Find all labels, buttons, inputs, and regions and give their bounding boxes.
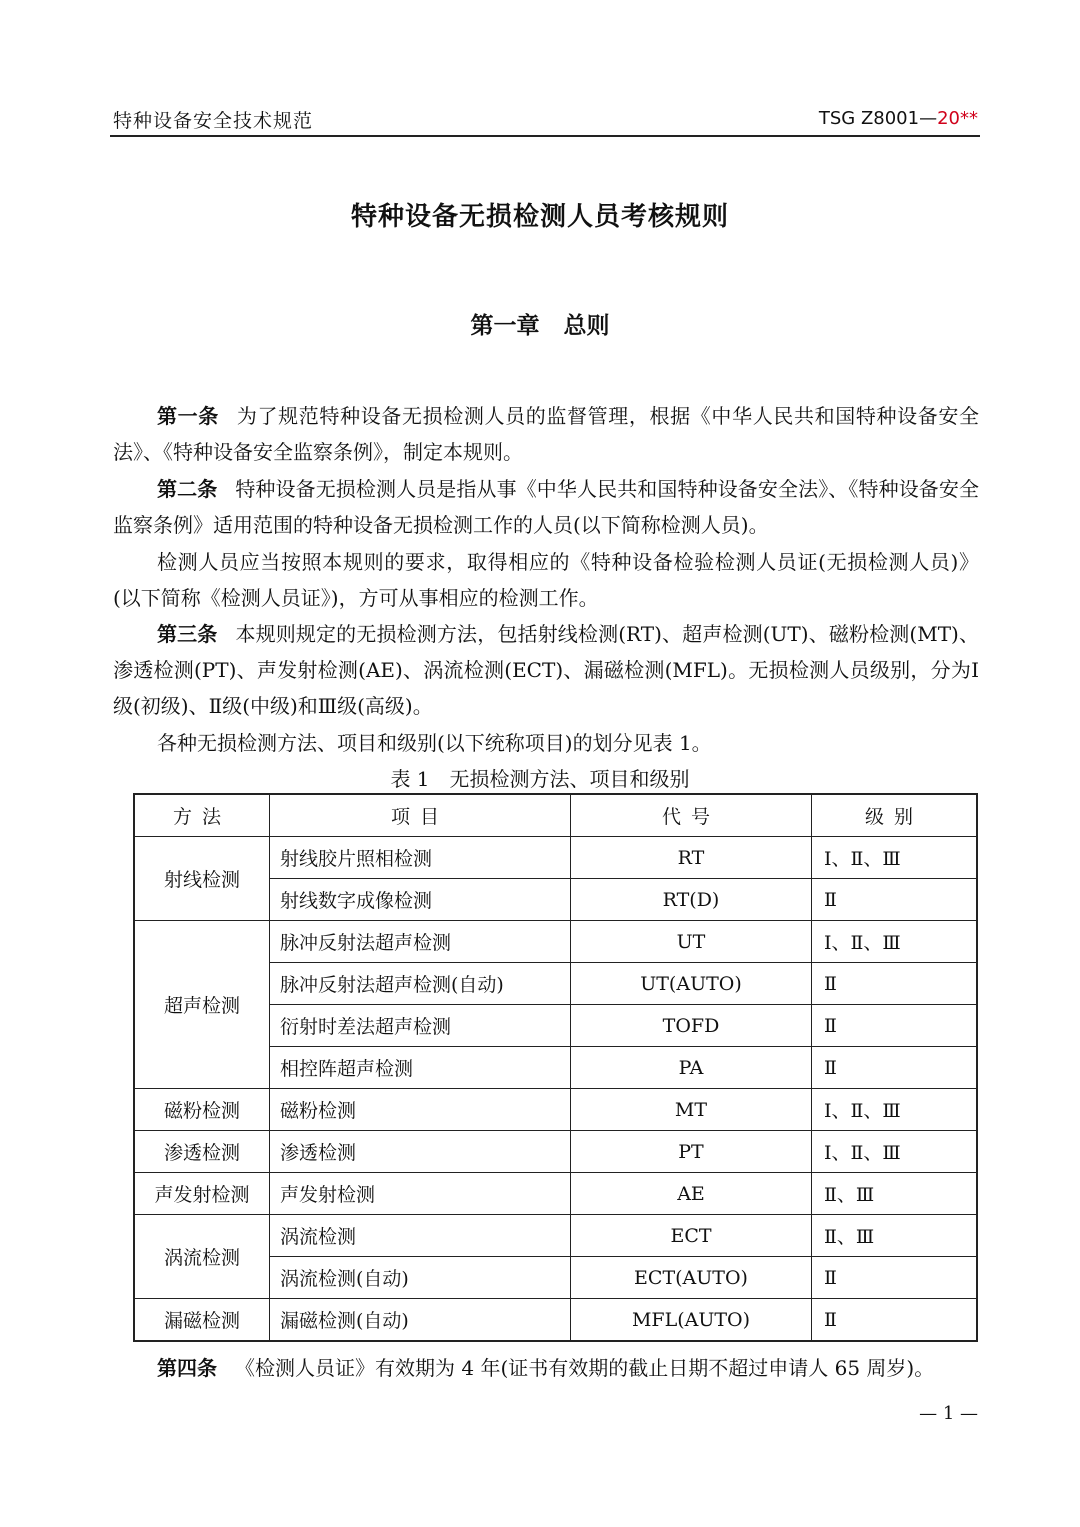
article-text: 检测人员应当按照本规则的要求，取得相应的《特种设备检验检测人员证(无损检测人员)》(以下简称《检测人员证》)，方可从事相应的检测工作。 xyxy=(113,550,979,610)
code-cell: RT xyxy=(571,837,812,879)
article-2-clause xyxy=(113,544,979,616)
article-1 xyxy=(113,398,979,470)
method-cell: 声发射检测 xyxy=(134,1173,270,1215)
item-cell: 脉冲反射法超声检测 xyxy=(270,921,571,963)
code-cell: MT xyxy=(571,1089,812,1131)
chapter-name: 总则 xyxy=(563,313,610,339)
level-cell: Ⅱ xyxy=(812,879,978,921)
running-header-code xyxy=(819,108,978,129)
method-cell: 射线检测 xyxy=(134,837,270,921)
table-row xyxy=(134,1173,977,1215)
level-cell: Ⅰ、Ⅱ、Ⅲ xyxy=(812,837,978,879)
table-row xyxy=(134,837,977,879)
item-cell: 相控阵超声检测 xyxy=(270,1047,571,1089)
article-label: 第四条 xyxy=(157,1356,217,1380)
article-text: 特种设备无损检测人员是指从事《中华人民共和国特种设备安全法》、《特种设备安全监察条例》适用范围的特种设备无损检测工作的人员(以下简称检测人员)。 xyxy=(113,477,980,537)
level-cell: Ⅱ xyxy=(812,963,978,1005)
chapter-number: 第一章 xyxy=(470,313,540,339)
method-cell: 渗透检测 xyxy=(134,1131,270,1173)
article-2 xyxy=(113,471,979,543)
article-3 xyxy=(113,616,979,724)
item-cell: 漏磁检测(自动) xyxy=(270,1299,571,1342)
standard-year: 20** xyxy=(937,108,978,129)
article-label: 第三条 xyxy=(157,622,218,646)
table-row xyxy=(134,1089,977,1131)
item-cell: 射线数字成像检测 xyxy=(270,879,571,921)
table-caption xyxy=(0,763,1080,792)
table-row xyxy=(134,1299,977,1342)
method-cell: 磁粉检测 xyxy=(134,1089,270,1131)
level-cell: Ⅱ xyxy=(812,1005,978,1047)
item-cell: 涡流检测 xyxy=(270,1215,571,1257)
code-cell: UT xyxy=(571,921,812,963)
running-header-title: 特种设备安全技术规范 xyxy=(113,110,314,132)
methods-table xyxy=(133,793,978,1342)
item-cell: 衍射时差法超声检测 xyxy=(270,1005,571,1047)
article-label: 第一条 xyxy=(157,404,219,428)
level-cell: Ⅱ xyxy=(812,1299,978,1342)
code-cell: UT(AUTO) xyxy=(571,963,812,1005)
document-title: 特种设备无损检测人员考核规则 xyxy=(350,202,729,232)
chapter-heading xyxy=(0,307,1080,340)
article-text: 本规则规定的无损检测方法，包括射线检测(RT)、超声检测(UT)、磁粉检测(MT)、渗透检测(PT)、声发射检测(AE)、涡流检测(ECT)、漏磁检测(MFL)。无损检测人员级别，分为Ⅰ级(初级)、Ⅱ级(中级)和Ⅲ级(高级)。 xyxy=(113,622,980,718)
method-cell: 超声检测 xyxy=(134,921,270,1089)
table-number: 表 1 xyxy=(390,767,430,791)
code-cell: ECT(AUTO) xyxy=(571,1257,812,1299)
table-header-row xyxy=(134,794,977,837)
code-cell: AE xyxy=(571,1173,812,1215)
code-cell: TOFD xyxy=(571,1005,812,1047)
header-rule xyxy=(110,135,980,137)
header-code: 代号 xyxy=(571,794,812,837)
page-number: — 1 — xyxy=(919,1403,978,1424)
header-item: 项目 xyxy=(270,794,571,837)
article-3-clause xyxy=(113,725,979,761)
item-cell: 脉冲反射法超声检测(自动) xyxy=(270,963,571,1005)
item-cell: 渗透检测 xyxy=(270,1131,571,1173)
level-cell: Ⅰ、Ⅱ、Ⅲ xyxy=(812,1089,978,1131)
level-cell: Ⅱ xyxy=(812,1257,978,1299)
article-4 xyxy=(113,1350,979,1386)
level-cell: Ⅱ、Ⅲ xyxy=(812,1215,978,1257)
code-cell: PA xyxy=(571,1047,812,1089)
code-cell: MFL(AUTO) xyxy=(571,1299,812,1342)
code-cell: RT(D) xyxy=(571,879,812,921)
table-row xyxy=(134,1131,977,1173)
header-level: 级别 xyxy=(812,794,978,837)
method-cell: 涡流检测 xyxy=(134,1215,270,1299)
code-cell: PT xyxy=(571,1131,812,1173)
article-text: 各种无损检测方法、项目和级别(以下统称项目)的划分见表 1。 xyxy=(157,731,712,755)
method-cell: 漏磁检测 xyxy=(134,1299,270,1342)
table-title: 无损检测方法、项目和级别 xyxy=(449,767,690,791)
item-cell: 声发射检测 xyxy=(270,1173,571,1215)
header-method: 方法 xyxy=(134,794,270,837)
level-cell: Ⅰ、Ⅱ、Ⅲ xyxy=(812,921,978,963)
level-cell: Ⅰ、Ⅱ、Ⅲ xyxy=(812,1131,978,1173)
table-row xyxy=(134,921,977,963)
standard-code: TSG Z8001— xyxy=(818,108,938,129)
item-cell: 磁粉检测 xyxy=(270,1089,571,1131)
level-cell: Ⅱ xyxy=(812,1047,978,1089)
table-row xyxy=(134,1215,977,1257)
code-cell: ECT xyxy=(571,1215,812,1257)
article-text: 为了规范特种设备无损检测人员的监督管理，根据《中华人民共和国特种设备安全法》、《特种设备安全监察条例》，制定本规则。 xyxy=(113,404,980,464)
item-cell: 涡流检测(自动) xyxy=(270,1257,571,1299)
article-text: 《检测人员证》有效期为 4 年(证书有效期的截止日期不超过申请人 65 周岁)。 xyxy=(235,1356,935,1380)
article-label: 第二条 xyxy=(157,477,218,501)
level-cell: Ⅱ、Ⅲ xyxy=(812,1173,978,1215)
item-cell: 射线胶片照相检测 xyxy=(270,837,571,879)
